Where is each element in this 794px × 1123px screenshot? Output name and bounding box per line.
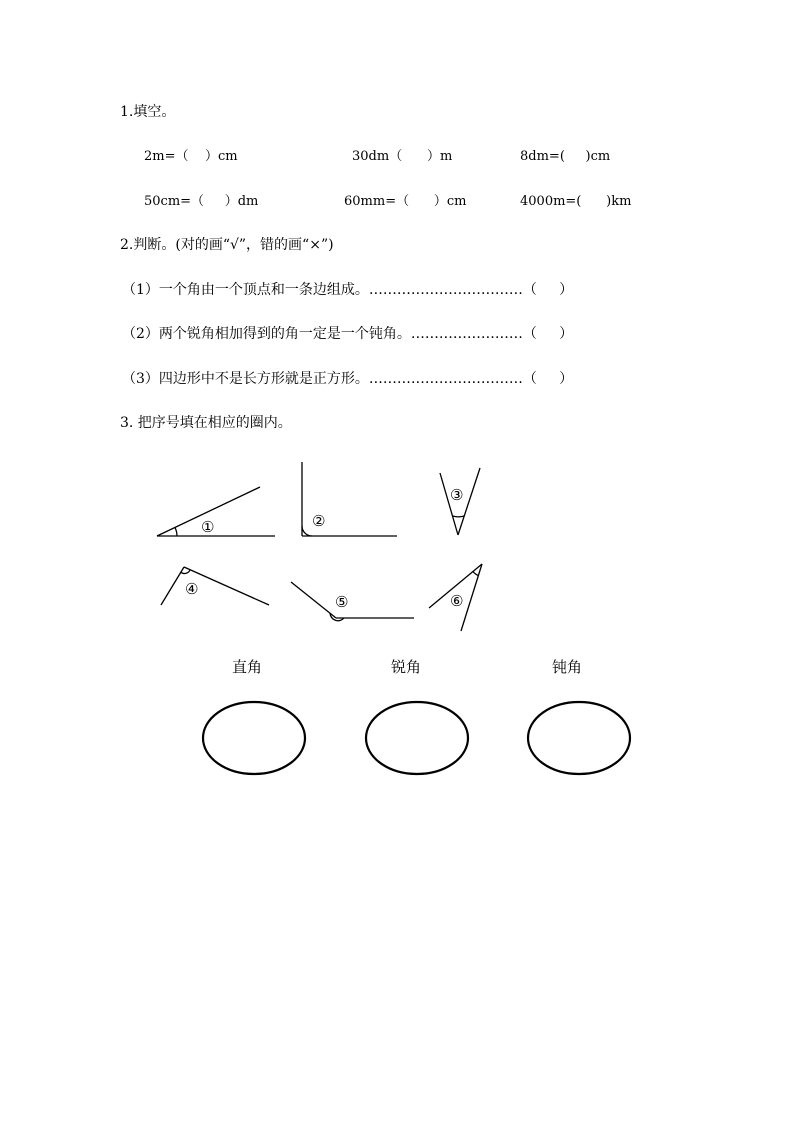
angle-number-2: ② [312, 512, 326, 530]
angle-5 [291, 582, 414, 621]
angle-number-4: ④ [185, 580, 199, 598]
conversion-blank: 8dm=( )cm [520, 149, 611, 164]
judgment-item: （3）四边形中不是长方形就是正方形。……………………………（ ） [122, 371, 574, 387]
answer-ellipse-obtuse-angle [528, 702, 630, 774]
category-acute-angle: 锐角 [391, 658, 422, 676]
answer-ellipse-right-angle [203, 702, 305, 774]
angle-number-6: ⑥ [450, 592, 464, 610]
category-obtuse-angle: 钝角 [552, 658, 583, 676]
conversion-blank: 30dm（ ）m [352, 149, 453, 164]
angle-number-5: ⑤ [335, 593, 349, 611]
angle-1 [157, 487, 275, 536]
question-2-title: 2.判断。(对的画“√”，错的画“×”) [120, 237, 334, 253]
conversion-blank: 4000m=( )km [520, 194, 632, 209]
judgment-item: （1）一个角由一个顶点和一条边组成。……………………………（ ） [122, 282, 574, 298]
question-3-title: 3. 把序号填在相应的圈内。 [120, 415, 292, 431]
judgment-item: （2）两个锐角相加得到的角一定是一个钝角。……………………（ ） [122, 326, 574, 342]
conversion-blank: 2m=（ ）cm [144, 149, 238, 164]
conversion-blank: 60mm=（ ）cm [344, 194, 467, 209]
angle-number-1: ① [201, 518, 215, 536]
answer-ellipse-acute-angle [366, 702, 468, 774]
angle-4 [161, 567, 269, 605]
conversion-blank: 50cm=（ ）dm [144, 194, 259, 209]
category-right-angle: 直角 [232, 658, 263, 676]
question-1-title: 1.填空。 [120, 104, 176, 120]
angle-number-3: ③ [450, 486, 464, 504]
